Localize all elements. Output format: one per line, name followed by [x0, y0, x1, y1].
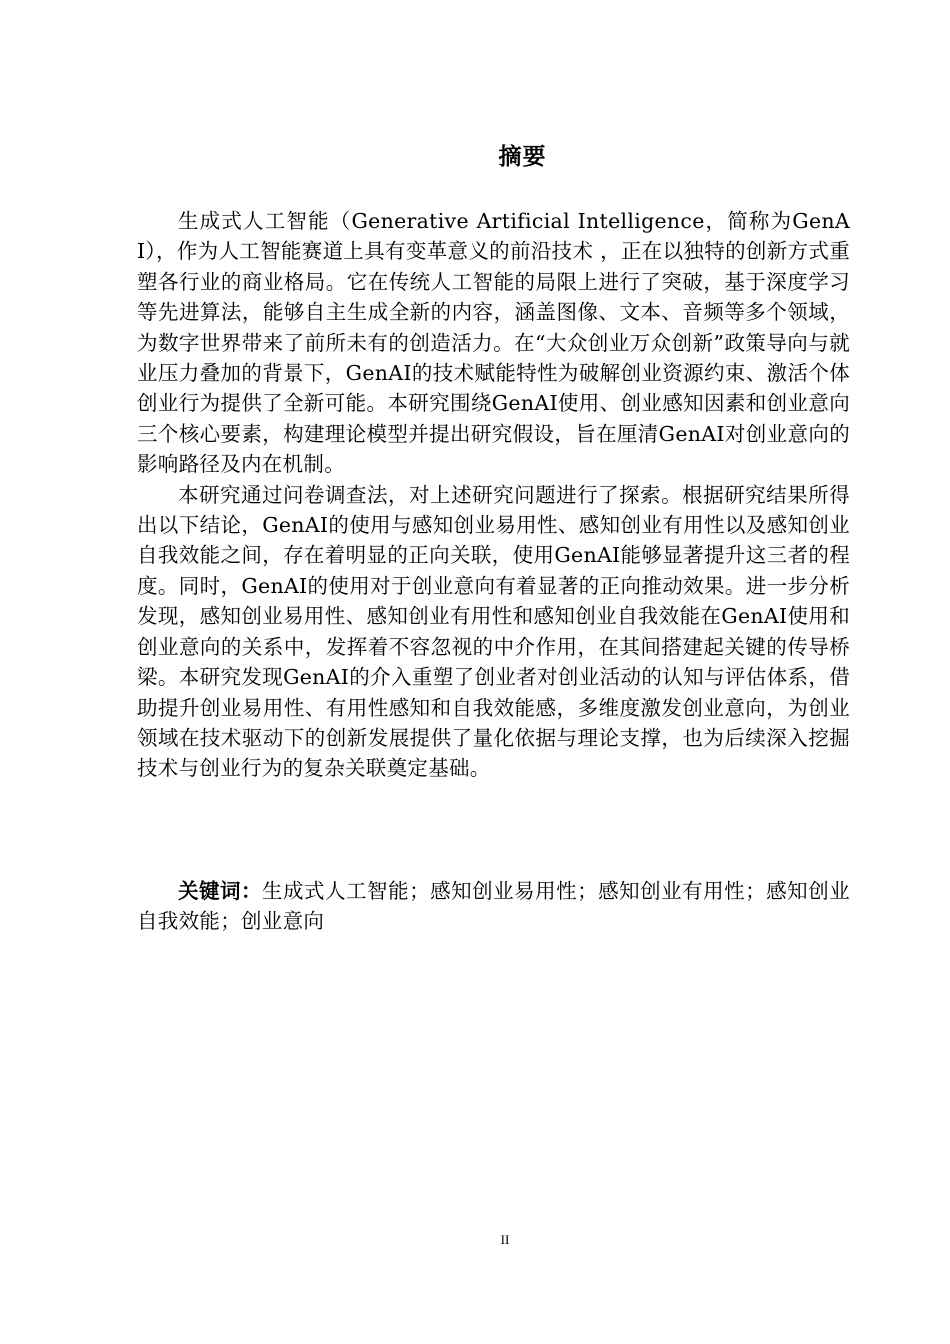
- keywords-label: 关键词：: [178, 879, 263, 903]
- keywords-line: [137, 876, 850, 937]
- page-number: II: [500, 1232, 510, 1247]
- abstract-title: 摘要: [498, 144, 547, 170]
- keywords-list: 生成式人工智能；感知创业易用性；感知创业有用性；感知创业自我效能；创业意向: [137, 879, 850, 934]
- abstract-body: [137, 206, 850, 784]
- abstract-paragraph-2: 本研究通过问卷调查法，对上述研究问题进行了探索。根据研究结果所得出以下结论，GenAI的使用与感知创业易用性、感知创业有用性以及感知创业自我效能之间，存在着明显的正向关联，使用GenAI能够显著提升这三者的程度。同时，GenAI的使用对于创业意向有着显著的正向推动效果。进一步分析发现，感知创业易用性、感知创业有用性和感知创业自我效能在GenAI使用和创业意向的关系中，发挥着不容忽视的中介作用，在其间搭建起关键的传导桥梁。本研究发现GenAI的介入重塑了创业者对创业活动的认知与评估体系，借助提升创业易用性、有用性感知和自我效能感，多维度激发创业意向，为创业领域在技术驱动下的创新发展提供了量化依据与理论支撑，也为后续深入挖掘技术与创业行为的复杂关联奠定基础。: [137, 482, 850, 781]
- abstract-paragraph-1: 生成式人工智能（Generative Artificial Intelligence，简称为GenAI），作为人工智能赛道上具有变革意义的前沿技术 ，正在以独特的创新方式重塑各行业的商业格局。它在传统人工智能的局限上进行了突破，基于深度学习等先进算法，能够自主生成全新的内容，涵盖图像、文本、音频等多个领域，为数字世界带来了前所未有的创造活力。在“大众创业万众创新”政策导向与就业压力叠加的背景下，GenAI的技术赋能特性为破解创业资源约束、激活个体创业行为提供了全新可能。本研究围绕GenAI使用、创业感知因素和创业意向三个核心要素，构建理论模型并提出研究假设，旨在厘清GenAI对创业意向的影响路径及内在机制。: [137, 209, 850, 477]
